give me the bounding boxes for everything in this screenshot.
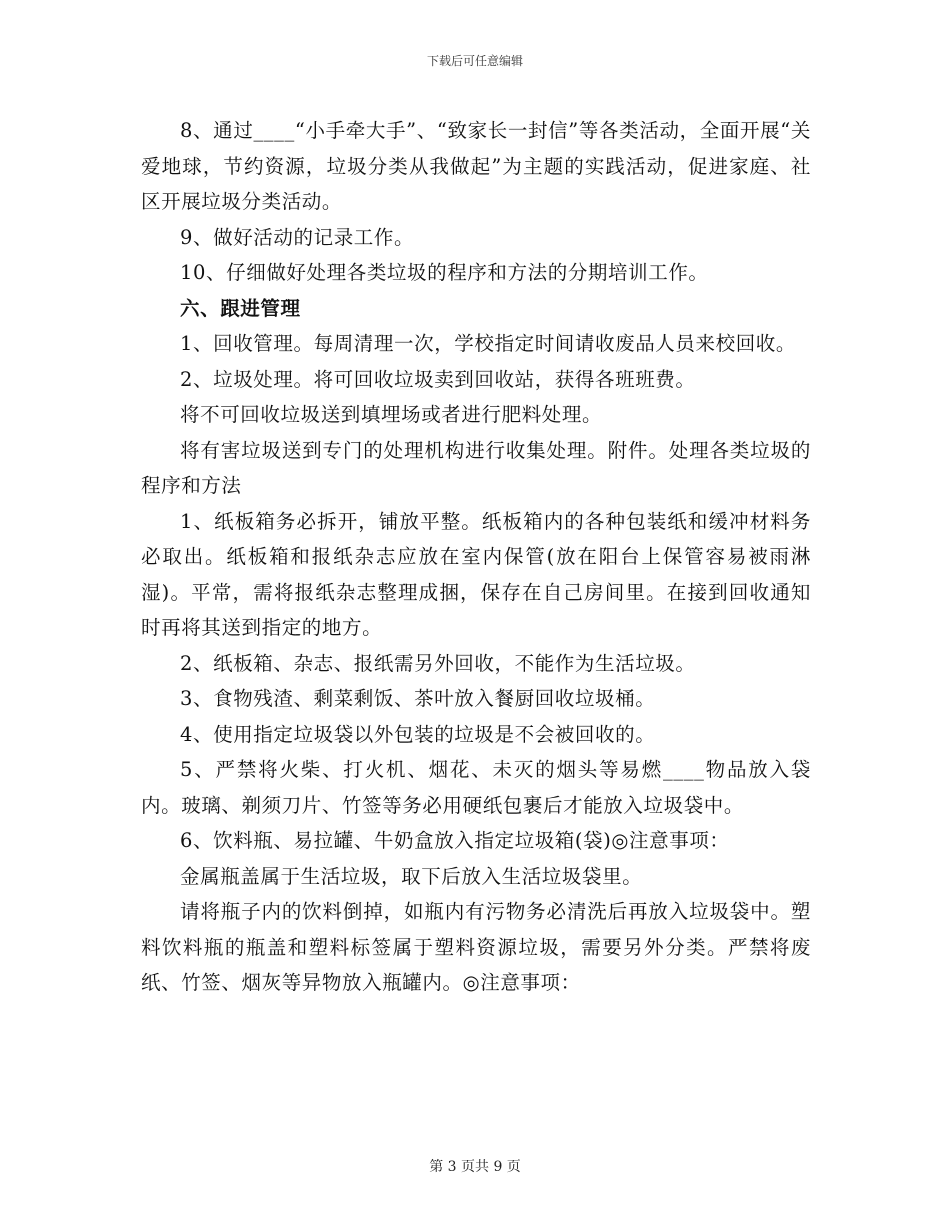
paragraph-flammables: 5、严禁将火柴、打火机、烟花、未灭的烟头等易燃____物品放入袋内。玻璃、剃须刀片、竹签等务必用硬纸包裹后才能放入垃圾袋中。 — [141, 758, 811, 817]
paragraph-paper-separate: 2、纸板箱、杂志、报纸需另外回收，不能作为生活垃圾。 — [180, 651, 696, 675]
paragraph-recycling-management: 1、回收管理。每周清理一次，学校指定时间请收废品人员来校回收。 — [180, 332, 797, 355]
paragraph-hazardous-and-appendix: 将有害垃圾送到专门的处理机构进行收集处理。附件。处理各类垃圾的程序和方法 — [141, 438, 811, 497]
paragraph-bottles-cans: 6、饮料瓶、易拉罐、牛奶盒放入指定垃圾箱(袋)◎注意事项： — [180, 829, 730, 852]
page-number: 第 3 页共 9 页 — [429, 1159, 521, 1175]
paragraph-item-8: 8、通过____“小手牵大手”、“致家长一封信”等各类活动，全面开展“关爱地球，节约资源，垃圾分类从我做起”为主题的实践活动，促进家庭、社区开展垃圾分类活动。 — [141, 119, 811, 213]
paragraph-item-9: 9、做好活动的记录工作。 — [180, 225, 415, 249]
paragraph-non-recyclable: 将不可回收垃圾送到填埋场或者进行肥料处理。 — [180, 403, 603, 426]
document-body — [141, 113, 811, 1001]
paragraph-cardboard: 1、纸板箱务必拆开，铺放平整。纸板箱内的各种包装纸和缓冲材料务必取出。纸板箱和报纸杂志应放在室内保管(放在阳台上保管容易被雨淋湿)。平常，需将报纸杂志整理成捆，保存在自己房间里。在接到回收通知时再将其送到指定的地方。 — [141, 509, 811, 639]
paragraph-item-10: 10、仔细做好处理各类垃圾的程序和方法的分期培训工作。 — [180, 261, 709, 284]
paragraph-food-waste: 3、食物残渣、剩菜剩饭、茶叶放入餐厨回收垃圾桶。 — [180, 687, 656, 710]
paragraph-garbage-processing: 2、垃圾处理。将可回收垃圾卖到回收站，获得各班班费。 — [180, 367, 696, 391]
paragraph-bottle-cleaning: 请将瓶子内的饮料倒掉，如瓶内有污物务必清洗后再放入垃圾袋中。塑料饮料瓶的瓶盖和塑料标签属于塑料资源垃圾，需要另外分类。严禁将废纸、竹签、烟灰等异物放入瓶罐内。◎注意事项： — [141, 900, 811, 994]
paragraph-designated-bags: 4、使用指定垃圾袋以外包装的垃圾是不会被回收的。 — [180, 722, 656, 746]
paragraph-metal-caps: 金属瓶盖属于生活垃圾，取下后放入生活垃圾袋里。 — [180, 864, 643, 888]
page-header-note: 下载后可任意编辑 — [426, 54, 523, 68]
section-heading-follow-up: 六、跟进管理 — [180, 296, 301, 320]
